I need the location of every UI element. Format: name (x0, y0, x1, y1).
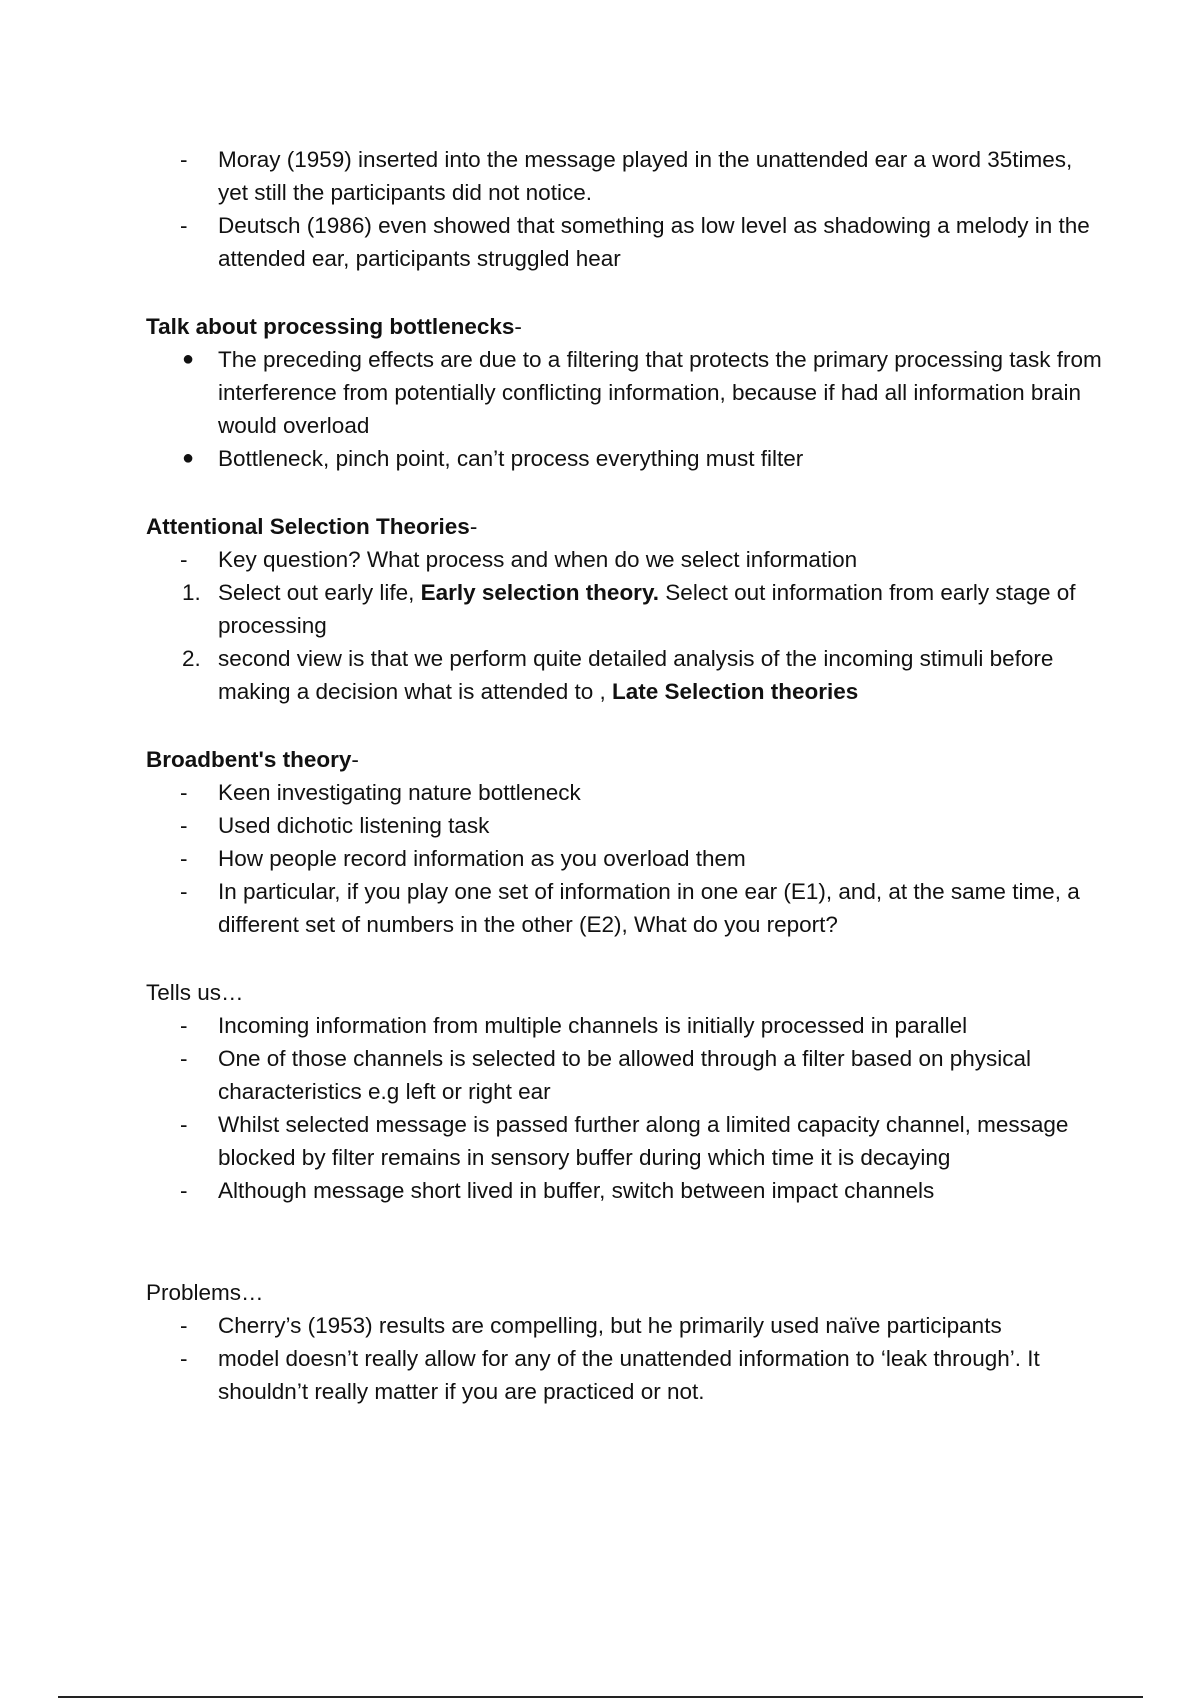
dash-marker: - (180, 1112, 188, 1137)
dash-marker: - (180, 879, 188, 904)
intro-list (146, 143, 1106, 275)
list-item-text: Although message short lived in buffer, switch between impact channels (218, 1178, 935, 1203)
text-run: Select out information from early stage of processing (218, 580, 1076, 638)
list-item (146, 875, 1106, 941)
list-item (146, 642, 1106, 708)
list-item (146, 1009, 1106, 1042)
list-item-text: One of those channels is selected to be allowed through a filter based on physical characteristics e.g left or right ear (218, 1046, 1032, 1104)
dash-marker: - (180, 813, 188, 838)
list-item-text: Key question? What process and when do we select information (218, 547, 858, 572)
list-item-text: Cherry’s (1953) results are compelling, but he primarily used naïve participants (218, 1313, 1002, 1338)
text-run: second view is that we perform quite detailed analysis of the incoming stimuli before making a decision what is attended to , (218, 646, 1054, 704)
section-heading (146, 743, 1106, 776)
bullet-marker: ● (182, 447, 195, 469)
list-item-text: Used dichotic listening task (218, 813, 490, 838)
section-heading: Tells us… (146, 980, 244, 1005)
bottleneck-list (146, 343, 1106, 475)
bold-term: Late Selection theories (611, 679, 859, 704)
list-item-text: Deutsch (1986) even showed that something as low level as shadowing a melody in the attended ear, participants struggled hear (218, 213, 1090, 271)
list-item (146, 1108, 1106, 1174)
problems-section (146, 1276, 1106, 1408)
intro-section (146, 143, 1106, 275)
dash-marker: - (180, 780, 188, 805)
broadbent-list (146, 776, 1106, 941)
list-item-text: Keen investigating nature bottleneck (218, 780, 581, 805)
list-item (146, 442, 1106, 475)
text-run: Select out early life, (218, 580, 421, 605)
number-marker: 2. (182, 646, 201, 671)
bottleneck-section (146, 310, 1106, 475)
footer-rule (58, 1696, 1143, 1698)
list-item-text: Incoming information from multiple channels is initially processed in parallel (218, 1013, 968, 1038)
list-item (146, 776, 1106, 809)
list-item (146, 1174, 1106, 1207)
dash-marker: - (180, 1313, 188, 1338)
list-item-text (218, 646, 1053, 704)
dash-marker: - (180, 1046, 188, 1071)
heading-text: Attentional Selection Theories (146, 514, 470, 539)
list-item-text: How people record information as you overload them (218, 846, 746, 871)
section-heading: Problems… (146, 1280, 264, 1305)
list-item (146, 576, 1106, 642)
list-item (146, 143, 1106, 209)
list-item (146, 1042, 1106, 1108)
list-item (146, 842, 1106, 875)
list-item (146, 543, 1106, 576)
list-item-text: Bottleneck, pinch point, can’t process everything must filter (218, 446, 804, 471)
tells-section (146, 976, 1106, 1207)
list-item (146, 343, 1106, 442)
list-item-text: In particular, if you play one set of information in one ear (E1), and, at the same time, a different set of numbers in the other (E2), What do you report? (218, 879, 1080, 937)
list-item-text: Moray (1959) inserted into the message played in the unattended ear a word 35times, yet still the participants did not notice. (218, 147, 1073, 205)
list-item (146, 809, 1106, 842)
list-item (146, 209, 1106, 275)
dash-marker: - (180, 846, 188, 871)
selection-list (146, 543, 1106, 708)
heading-suffix: - (469, 514, 478, 539)
section-heading (146, 310, 1106, 343)
list-item-text (218, 580, 1076, 638)
broadbent-section (146, 743, 1106, 941)
selection-section (146, 510, 1106, 708)
heading-text: Broadbent's theory (146, 747, 352, 772)
dash-marker: - (180, 1178, 188, 1203)
list-item (146, 1309, 1106, 1342)
heading-suffix: - (351, 747, 359, 772)
list-item-text: model doesn’t really allow for any of the unattended information to ‘leak through’. It shouldn’t really matter if you are practiced or not. (218, 1346, 1040, 1404)
tells-list (146, 1009, 1106, 1207)
list-item (146, 1342, 1106, 1408)
list-item-text: The preceding effects are due to a filtering that protects the primary processing task from interference from potentially conflicting information, because if had all information brain would overload (218, 347, 1102, 438)
dash-marker: - (180, 1346, 188, 1371)
bullet-marker: ● (182, 348, 195, 370)
problems-list (146, 1309, 1106, 1408)
list-item-text: Whilst selected message is passed further along a limited capacity channel, message blocked by filter remains in sensory buffer during which time it is decaying (218, 1112, 1069, 1170)
dash-marker: - (180, 1013, 188, 1038)
heading-suffix: - (514, 314, 522, 339)
dash-marker: - (180, 547, 188, 572)
dash-marker: - (180, 213, 188, 238)
bold-term: Early selection theory. (420, 580, 660, 605)
dash-marker: - (180, 147, 188, 172)
heading-text: Talk about processing bottlenecks (146, 314, 515, 339)
section-heading (146, 510, 1106, 543)
number-marker: 1. (182, 580, 201, 605)
